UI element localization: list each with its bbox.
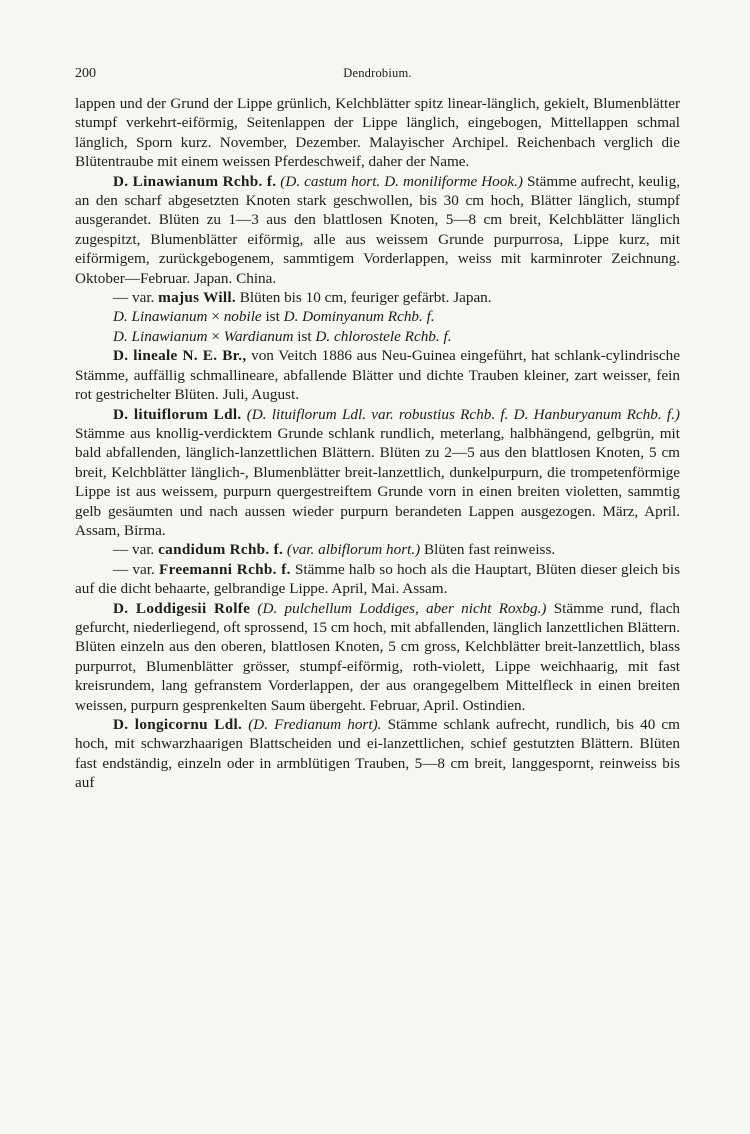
description: Stämme aufrecht, keulig, an den scharf abgesetzten Knoten stark geschwollen, bis 30 cm hoch, Blätter länglich, stumpf ausgerandet. Blüten zu 1—3 aus den blattlosen Knoten, 5—8 cm breit, Kelchblätter länglich zugespitzt, Blumenblätter eiförmig, alle aus weissem Grunde purpurrosa, Lippe kurz, mit eiförmigem, zurückgebogenem, sammtigem Vorderlappen, weiss mit karminroter Zeichnung. Oktober—Februar. Japan. China. (75, 172, 681, 287)
entry-lineale (75, 346, 680, 404)
species-name: D. lituiflorum Ldl. (113, 405, 242, 423)
hybrid-parent-2: Wardianum (223, 327, 294, 345)
description: Stämme halb so hoch als die Hauptart, Blüten dieser gleich bis auf die dicht behaarte, gelbrandige Lippe. April, Mai. Assam. (75, 560, 681, 598)
page-header (75, 66, 680, 88)
cross-symbol: × (211, 308, 220, 326)
hybrid-line-1 (75, 307, 680, 326)
hybrid-parent-2: nobile (223, 308, 262, 326)
paragraph-continued (75, 94, 680, 172)
hybrid-ist: ist (265, 308, 280, 326)
variety-name: candidum Rchb. f. (158, 541, 284, 559)
entry-var-candidum (75, 540, 680, 559)
variety-prefix: — var. (113, 541, 155, 559)
running-head: Dendrobium. (343, 66, 412, 80)
hybrid-ist: ist (297, 327, 312, 345)
synonyms: (D. pulchellum Loddiges, aber nicht Roxbg.) (257, 599, 547, 617)
entry-loddigesii (75, 599, 680, 715)
description: Blüten fast reinweiss. (424, 541, 556, 559)
hybrid-parent-1: D. Linawianum (113, 308, 208, 326)
species-name: D. Loddigesii Rolfe (113, 599, 251, 617)
description: Stämme rund, flach gefurcht, niederliegend, oft sprossend, 15 cm hoch, mit abfallenden, länglich lanzettlichen Blättern. Blüten einzeln aus den oberen, blattlosen Knoten, 5 cm gross, Kelchblätter breit-lanzettlich, blass purpurrot, Blumenblätter grösser, stumpf-eiförmig, roth-violett, Lippe weichhaarig, mit fast kreisrundem, lang gefranstem Vorderlappen, der aus orangegelbem Mittelfleck in einen breiten weissen, purpurn gesprenkelten Saum übergeht. Februar, April. Ostindien. (75, 599, 681, 714)
species-name: D. lineale N. E. Br., (113, 347, 247, 365)
page-number: 200 (75, 66, 96, 81)
synonyms: (D. Fredianum hort). (248, 716, 382, 733)
hybrid-line-2 (75, 327, 680, 346)
species-name: D. Linawianum Rchb. f. (113, 172, 277, 190)
entry-var-majus (75, 288, 680, 307)
description: Stämme aus knollig-verdicktem Grunde schlank rundlich, meterlang, halbhängend, gelbgrün, mit bald abfallenden, länglich-lanzettlichen Blättern. Blüten zu 2—5 aus den blattlosen Knoten, 5 cm breit, Kelchblätter länglich-, Blumenblätter breit-lanzettlich, dunkelpurpurn, die trompetenförmige Lippe ist aus weissem, purpurn quergestreiftem Grunde vorn in einen breiten violetten, sammtig gelb gesäumten und nach aussen wieder purpurn berandeten Lappen ausgezogen. März, April. Assam, Birma. (75, 424, 680, 539)
entry-lituiflorum (75, 405, 680, 541)
synonyms: (var. albiflorum hort.) (286, 541, 421, 559)
cross-symbol: × (211, 327, 220, 345)
hybrid-result: D. Dominyanum Rchb. f. (283, 308, 435, 326)
entry-longicornu (75, 715, 680, 793)
variety-name: majus Will. (158, 289, 236, 307)
page-body (75, 94, 680, 793)
paragraph-text: lappen und der Grund der Lippe grünlich, Kelchblätter spitz linear-länglich, gekielt, Blumenblätter stumpf verkehrt-eiförmig, Seitenlappen der Lippe länglich, eingebogen, Mittellappen schmal länglich, Sporn kurz. November, Dezember. Malayischer Archipel. Reichenbach verglich die Blütentraube mit einem weissen Pferdeschweif, daher der Name. (75, 95, 680, 171)
hybrid-parent-1: D. Linawianum (113, 327, 208, 345)
description: Stämme schlank aufrecht, rundlich, bis 40 cm hoch, mit schwarzhaarigen Blattscheiden und ei-lanzettlichen, schief gestutzten Blättern. Blüten fast endständig, einzeln oder in armblütigen Trauben, 5—8 cm breit, langgespornt, reinweiss bis auf (75, 716, 680, 792)
entry-var-freemanni (75, 560, 680, 599)
variety-prefix: — var. (113, 560, 155, 578)
description: von Veitch 1886 aus Neu-Guinea eingeführt, hat schlank-cylindrische Stämme, auffällig schmallineare, abfallende Blätter und dichte Trauben kleiner, zart weisser, fein rot gestrichelter Blüten. Juli, August. (75, 347, 680, 404)
variety-name: Freemanni Rchb. f. (159, 560, 291, 578)
synonyms: (D. lituiflorum Ldl. var. robustius Rchb. f. D. Hanburyanum Rchb. f.) (246, 405, 680, 423)
species-name: D. longicornu Ldl. (113, 716, 243, 733)
variety-prefix: — var. (113, 289, 155, 307)
synonyms: (D. castum hort. D. moniliforme Hook.) (280, 172, 523, 190)
entry-linawianum (75, 172, 680, 288)
hybrid-result: D. chlorostele Rchb. f. (315, 327, 452, 345)
description: Blüten bis 10 cm, feuriger gefärbt. Japan. (239, 289, 492, 307)
